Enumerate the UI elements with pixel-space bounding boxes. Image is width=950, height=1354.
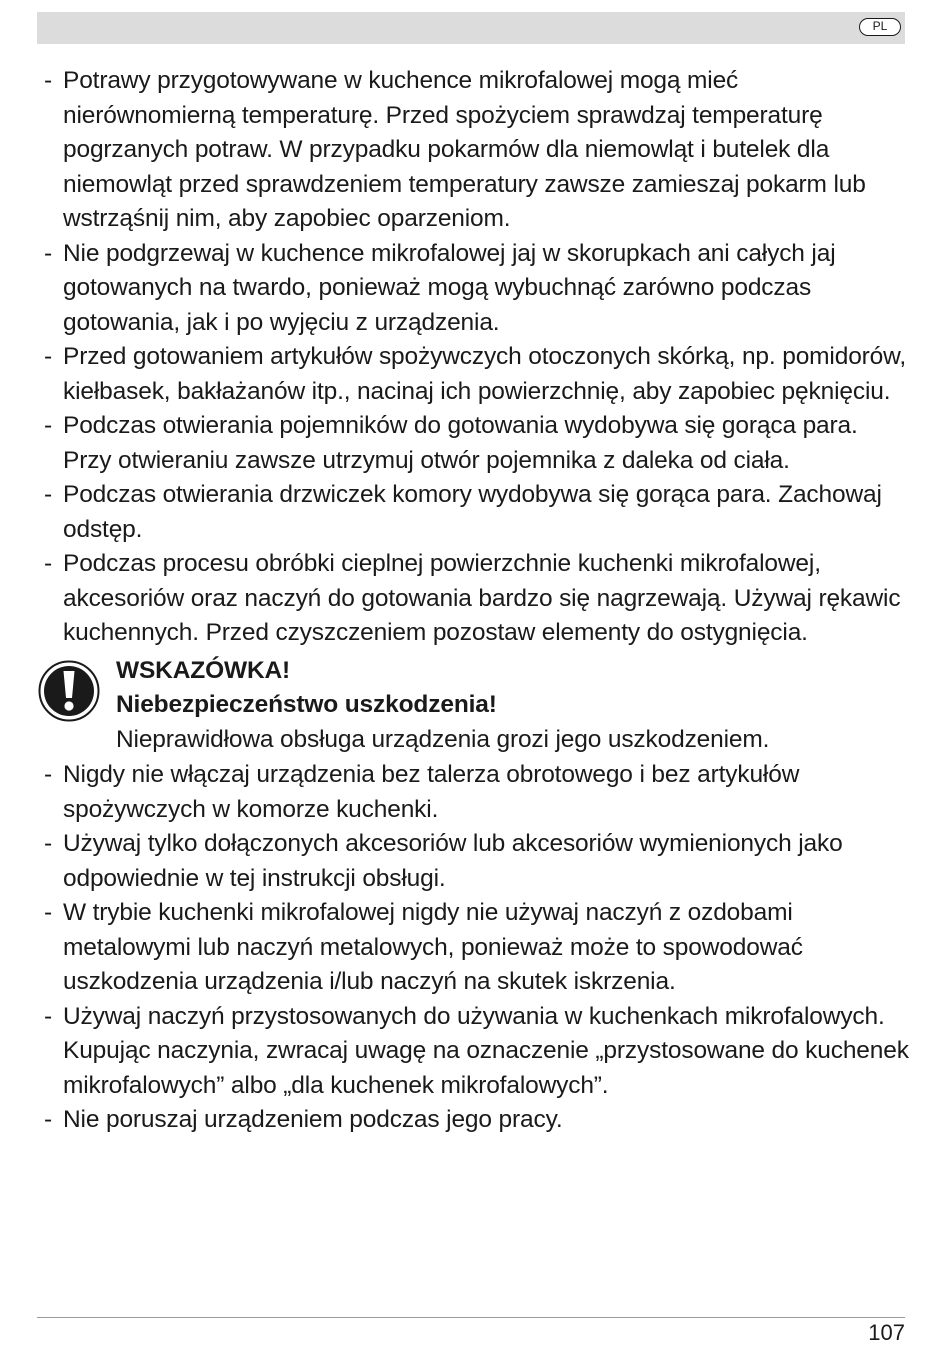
list-marker: - [44,239,53,267]
list-marker: - [44,1106,53,1133]
list-item-text: W trybie kuchenki mikrofalowej nigdy nie używaj naczyń z ozdobami metalowymi lub naczyń metalowych, ponieważ może to spowodować uszkodzenia urządzenia i/lub naczyń na skutek iskrzenia. [63,899,803,995]
list-item-text: Podczas otwierania drzwiczek komory wydobywa się gorąca para. Zachowaj odstęp. [63,481,882,543]
list-item [44,1103,910,1138]
list-item [44,237,910,341]
list-item [44,64,910,237]
list-item-text: Nigdy nie włączaj urządzenia bez talerza obrotowego i bez artykułów spożywczych w komorze kuchenki. [63,761,800,823]
list-marker: - [44,343,53,370]
page-content [44,64,910,1138]
list-marker: - [44,67,53,94]
list-item-text: Podczas procesu obróbki cieplnej powierzchnie kuchenki mikrofalowej, akcesoriów oraz naczyń do gotowania bardzo się nagrzewają. Używaj rękawic kuchennych. Przed czyszczeniem pozostaw elementy do ostygnięcia. [63,550,901,646]
list-marker: - [44,1002,53,1030]
list-marker: - [44,899,53,926]
list-item [44,409,910,478]
list-before [44,64,910,651]
list-marker: - [44,412,53,439]
list-item [44,827,910,896]
list-item [44,340,910,409]
header-bar [37,12,905,44]
list-marker: - [44,550,53,577]
list-after [44,758,910,1138]
list-marker: - [44,481,53,508]
exclamation-icon [38,660,100,722]
list-item-text: Podczas otwierania pojemników do gotowania wydobywa się gorąca para. Przy otwieraniu zawsze utrzymuj otwór pojemnika z daleka od ciała. [63,412,858,474]
list-item [44,478,910,547]
list-item-text: Przed gotowaniem artykułów spożywczych otoczonych skórką, np. pomidorów, kiełbasek, bakłażanów itp., nacinaj ich powierzchnię, aby zapobiec pęknięciu. [63,343,907,405]
list-item [44,1000,910,1104]
list-marker: - [44,830,53,857]
list-item-text: Nie podgrzewaj w kuchence mikrofalowej jaj w skorupkach ani całych jaj gotowanych na twardo, ponieważ mogą wybuchnąć zarówno podczas gotowania, jak i po wyjęciu z urządzenia. [63,239,836,336]
language-badge: PL [859,18,901,36]
list-item-text: Używaj naczyń przystosowanych do używania w kuchenkach mikrofalowych. Kupując naczynia, zwracaj uwagę na oznaczenie „przystosowane do kuchenek mikrofalowych” albo „dla kuchenek mikrofalowych”. [63,1002,909,1099]
list-marker: - [44,761,53,788]
list-item-text: Nie poruszaj urządzeniem podczas jego pracy. [63,1106,563,1133]
footer-divider [37,1317,905,1318]
list-item-text: Potrawy przygotowywane w kuchence mikrofalowej mogą mieć nierównomierną temperaturę. Przed spożyciem sprawdzaj temperaturę pogrzanych potraw. W przypadku pokarmów dla niemowląt i butelek dla niemowląt przed sprawdzeniem temperatury zawsze zamieszaj pokarm lub wstrząśnij nim, aby zapobiec oparzeniom. [63,67,866,232]
page-number: 107 [868,1320,905,1345]
notice-text: Nieprawidłowa obsługa urządzenia grozi jego uszkodzeniem. [116,725,770,753]
list-item [44,547,910,651]
list-item [44,896,910,1000]
list-item [44,758,910,827]
notice-heading: WSKAZÓWKA! [116,656,291,684]
list-item-text: Używaj tylko dołączonych akcesoriów lub akcesoriów wymienionych jako odpowiednie w tej instrukcji obsługi. [63,830,843,892]
notice-subheading: Niebezpieczeństwo uszkodzenia! [116,691,497,718]
notice-box [44,654,910,758]
